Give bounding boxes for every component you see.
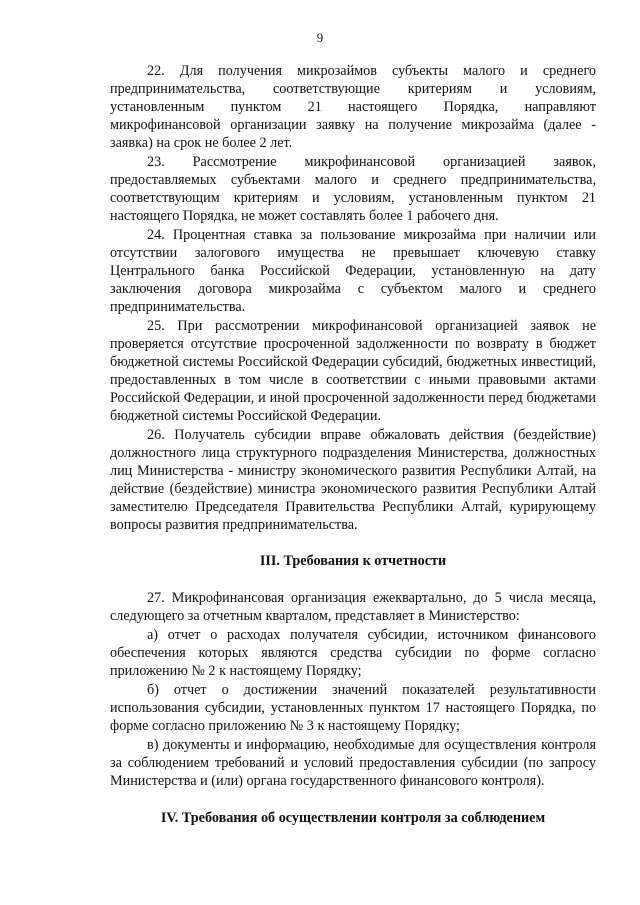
paragraph-27-b: б) отчет о достижении значений показателей результативности использования субсидии, установленных пунктом 17 настоящего Порядка, по форме согласно приложению № 3 к настоящему Порядку; (110, 682, 596, 734)
paragraph-24: 24. Процентная ставка за пользование микрозайма при наличии или отсутствии залогового имущества не превышает ключевую ставку Центрального банка Российской Федерации, установленную на дату заключения договора микрозайма с субъектом малого и среднего предпринимательства. (110, 227, 596, 315)
paragraph-26: 26. Получатель субсидии вправе обжаловать действия (бездействие) должностного лица структурного подразделения Министерства, должностных лиц Министерства - министру экономического развития Республики Алтай, на действие (бездействие) министра экономического развития Республики Алтай заместителю Председателя Правительства Республики Алтай, курирующему вопросы развития предпринимательства. (110, 427, 596, 533)
section-heading-control: IV. Требования об осуществлении контроля за соблюдением (160, 810, 546, 826)
paragraph-27-a: а) отчет о расходах получателя субсидии, источником финансового обеспечения которых являются средства субсидии по форме согласно приложению № 2 к настоящему Порядку; (110, 627, 596, 679)
paragraph-23: 23. Рассмотрение микрофинансовой организацией заявок, предоставляемых субъектами малого и среднего предпринимательства, соответствующим критериям и условиям, установленным пунктом 21 настоящего Порядка, не может составлять более 1 рабочего дня. (110, 154, 596, 224)
paragraph-27-v: в) документы и информацию, необходимые для осуществления контроля за соблюдением требований и условий предоставления субсидии (по запросу Министерства и (или) органа государственного финансового контроля). (110, 737, 596, 789)
paragraph-22: 22. Для получения микрозаймов субъекты малого и среднего предпринимательства, соответствующие критериям и условиям, установленным пунктом 21 настоящего Порядка, направляют микрофинансовой организации заявку на получение микрозайма (далее - заявка) на срок не более 2 лет. (110, 63, 596, 151)
page-number: 9 (316, 30, 324, 45)
document-body (110, 62, 596, 827)
paragraph-25: 25. При рассмотрении микрофинансовой организацией заявок не проверяется отсутствие просроченной задолженности по возврату в бюджет бюджетной системы Российской Федерации субсидий, бюджетных инвестиций, предоставленных в том числе в соответствии с иными правовыми актами Российской Федерации, и иной просроченной задолженности перед бюджетами бюджетной системы Российской Федерации. (110, 318, 596, 424)
paragraph-27: 27. Микрофинансовая организация ежеквартально, до 5 числа месяца, следующего за отчетным кварталом, представляет в Министерство: (110, 590, 596, 624)
section-heading-reporting: III. Требования к отчетности (259, 553, 447, 569)
